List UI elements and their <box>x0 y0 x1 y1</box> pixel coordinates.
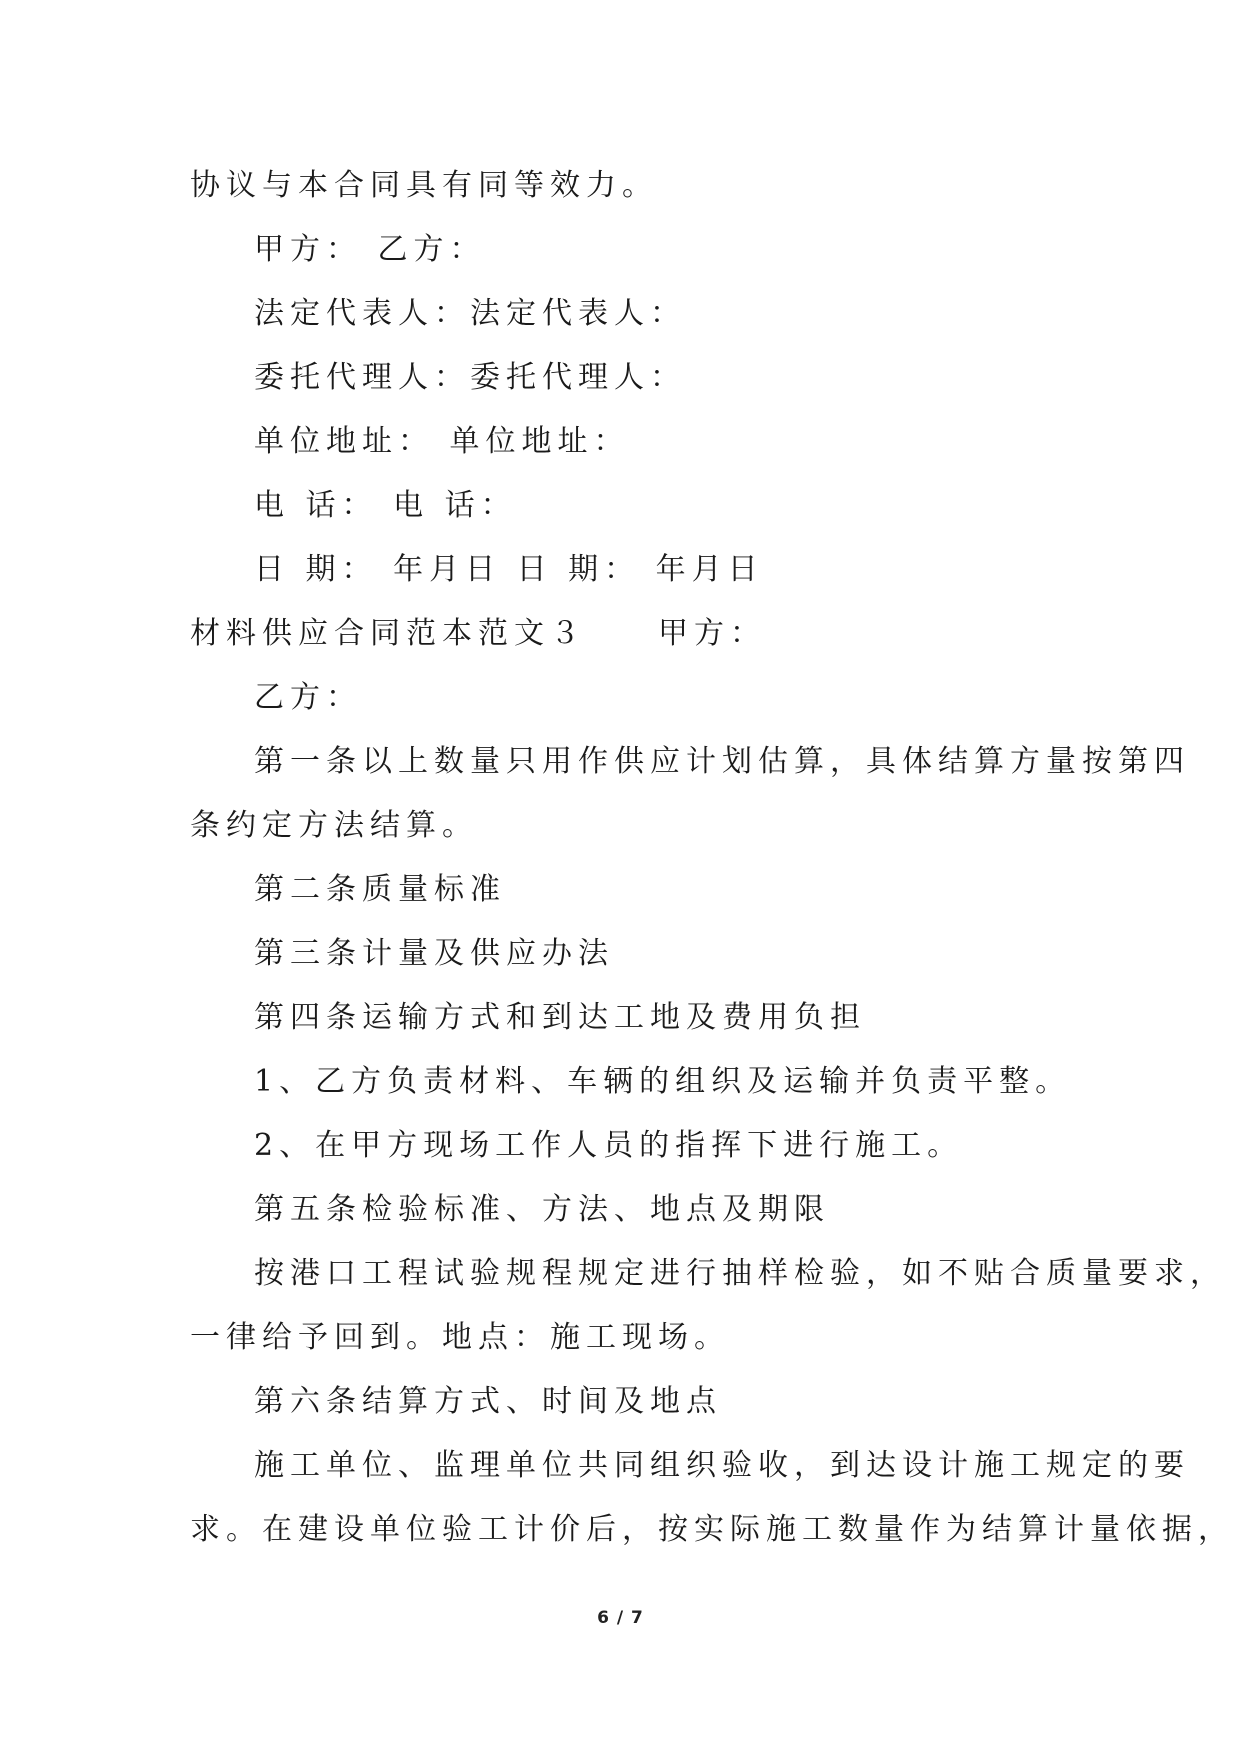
inspection-text-line: 按港口工程试验规程规定进行抽样检验，如不贴合质量要求， <box>254 1256 1226 1291</box>
signature-party-line: 甲方： 乙方： <box>254 232 486 267</box>
phone-line: 电 话： 电 话： <box>254 488 517 523</box>
legal-representative-line: 法定代表人：法定代表人： <box>254 296 686 331</box>
list-item: 1、乙方负责材料、车辆的组织及运输并负责平整。 <box>254 1064 1072 1099</box>
settlement-text-line: 施工单位、监理单位共同组织验收，到达设计施工规定的要 <box>254 1448 1190 1483</box>
inspection-text-continuation: 一律给予回到。地点：施工现场。 <box>190 1320 730 1355</box>
authorized-agent-line: 委托代理人：委托代理人： <box>254 360 686 395</box>
article-four-line: 第四条运输方式和到达工地及费用负担 <box>254 1000 866 1035</box>
article-one-line: 第一条以上数量只用作供应计划估算，具体结算方量按第四 <box>254 744 1190 779</box>
list-item: 2、在甲方现场工作人员的指挥下进行施工。 <box>254 1128 964 1163</box>
article-six-line: 第六条结算方式、时间及地点 <box>254 1384 722 1419</box>
party-b-line: 乙方： <box>254 680 362 715</box>
page-number: 6 / 7 <box>597 1608 644 1628</box>
article-one-continuation: 条约定方法结算。 <box>190 808 478 843</box>
address-line: 单位地址： 单位地址： <box>254 424 630 459</box>
article-five-line: 第五条检验标准、方法、地点及期限 <box>254 1192 830 1227</box>
article-three-line: 第三条计量及供应办法 <box>254 936 614 971</box>
date-line: 日 期： 年月日 日 期： 年月日 <box>254 552 764 587</box>
text-line: 协议与本合同具有同等效力。 <box>190 168 658 203</box>
settlement-text-continuation: 求。在建设单位验工计价后，按实际施工数量作为结算计量依据， <box>190 1512 1234 1547</box>
section-title-line: 材料供应合同范本范文３ 甲方： <box>190 616 766 651</box>
article-two-line: 第二条质量标准 <box>254 872 506 907</box>
